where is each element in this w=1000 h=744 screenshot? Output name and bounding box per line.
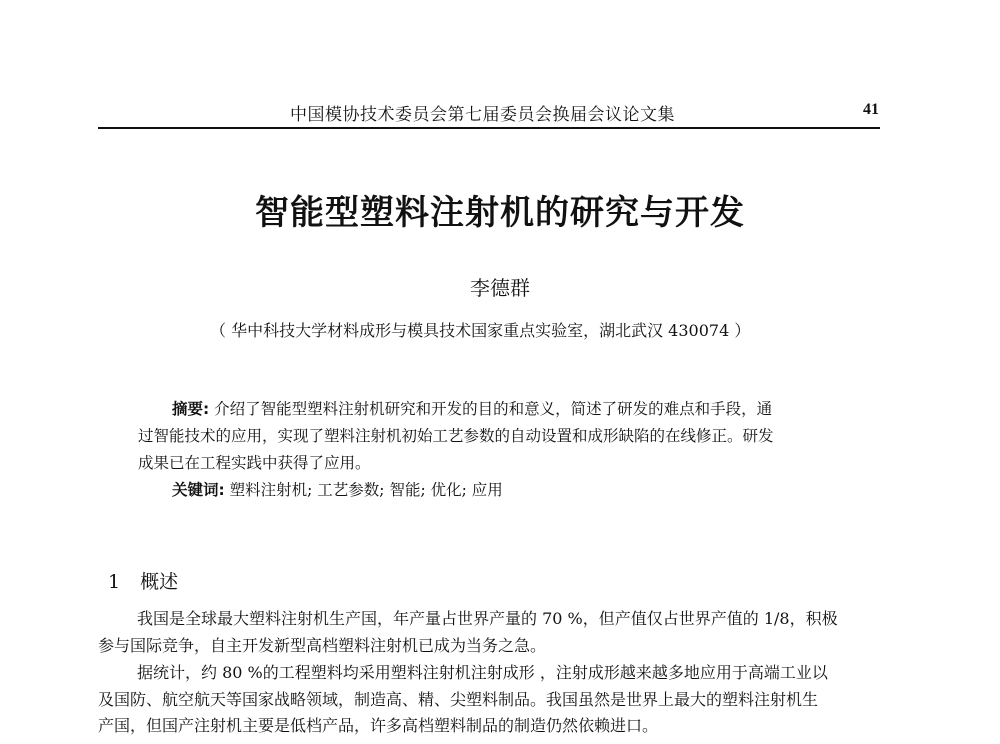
body-line: 我国是全球最大塑料注射机生产国，年产量占世界产量的 70 %，但产值仅占世界产值的 1/8，积极 bbox=[137, 609, 838, 628]
page-number: 41 bbox=[863, 101, 879, 118]
abstract-line bbox=[172, 397, 772, 419]
keywords-text: 塑料注射机; 工艺参数; 智能; 优化; 应用 bbox=[229, 481, 503, 499]
body-line: 参与国际竞争，自主开发新型高档塑料注射机已成为当务之急。 bbox=[98, 636, 547, 655]
running-header: 中国模协技术委员会第七届委员会换届会议论文集 bbox=[290, 105, 675, 125]
body-line: 产国，但国产注射机主要是低档产品，许多高档塑料制品的制造仍然依赖进口。 bbox=[98, 716, 659, 735]
abstract-line: 成果已在工程实践中获得了应用。 bbox=[138, 454, 371, 472]
keywords-label: 关键词: bbox=[172, 481, 225, 499]
author-affiliation: （ 华中科技大学材料成形与模具技术国家重点实验室，湖北武汉 430074 ） bbox=[210, 321, 751, 340]
author-name: 李德群 bbox=[470, 276, 530, 300]
body-line: 据统计，约 80 %的工程塑料均采用塑料注射机注射成形 ，注射成形越来越多地应用于高端工业以 bbox=[137, 663, 828, 682]
section-heading bbox=[108, 567, 178, 594]
section-title: 概述 bbox=[140, 571, 179, 593]
abstract-label: 摘要: bbox=[172, 400, 210, 418]
header-rule bbox=[98, 127, 880, 129]
abstract-line: 过智能技术的应用，实现了塑料注射机初始工艺参数的自动设置和成形缺陷的在线修正。研发 bbox=[138, 427, 774, 445]
section-number: 1 bbox=[108, 571, 121, 593]
paper-title: 智能型塑料注射机的研究与开发 bbox=[255, 193, 745, 233]
abstract-text: 介绍了智能型塑料注射机研究和开发的目的和意义，简述了研发的难点和手段，通 bbox=[214, 400, 773, 418]
body-line: 及国防、航空航天等国家战略领域，制造高、精、尖塑料制品。我国虽然是世界上最大的塑料注射机生 bbox=[98, 690, 819, 709]
keywords-line bbox=[172, 478, 503, 500]
